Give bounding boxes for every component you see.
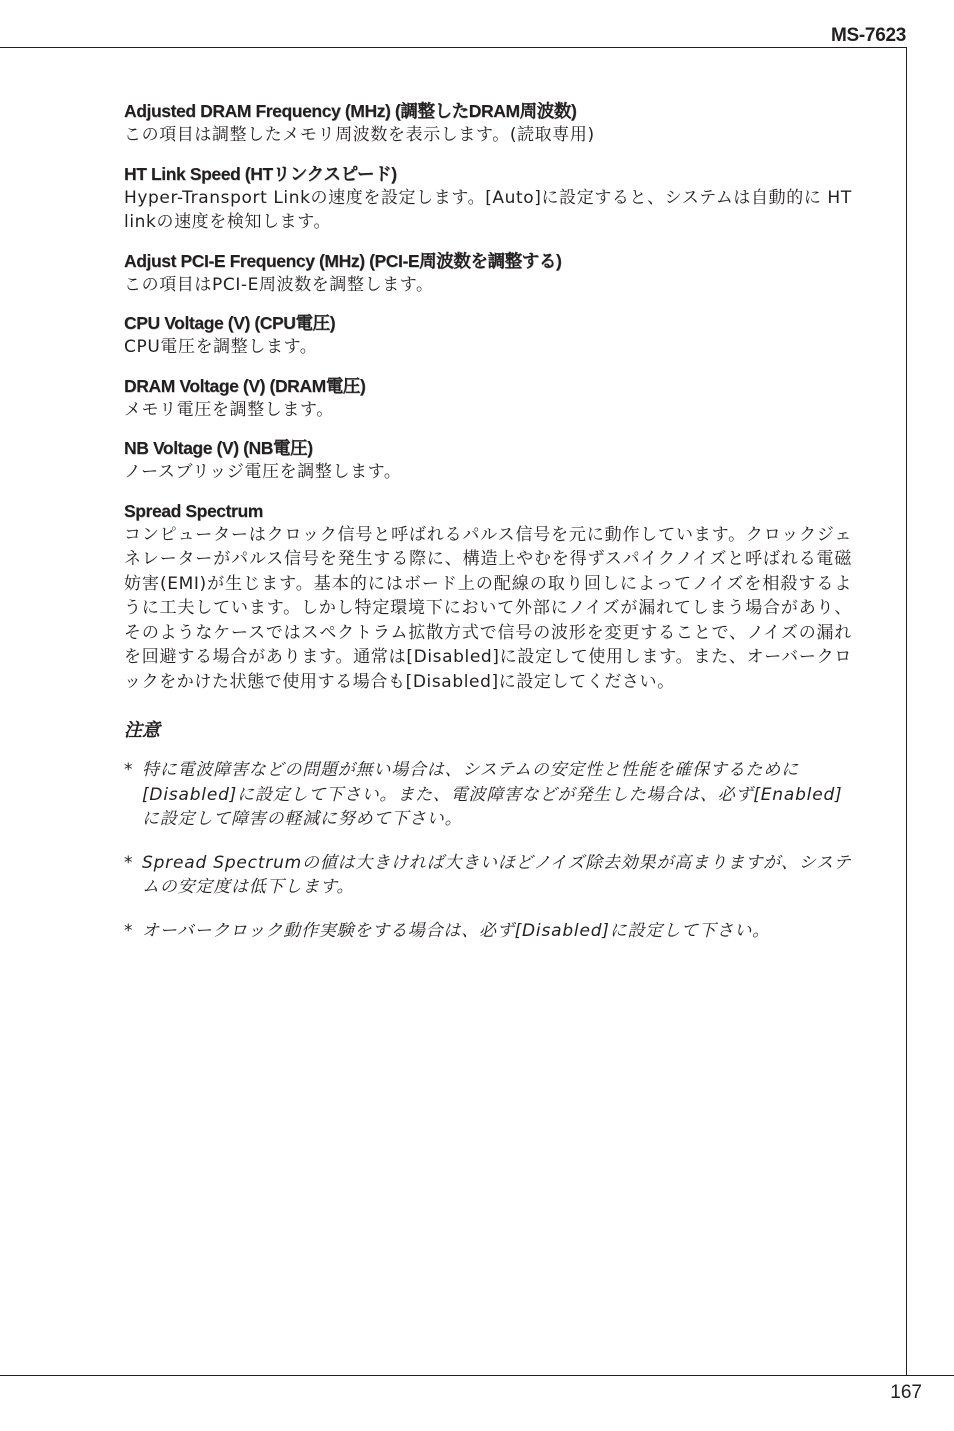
section-body: メモリ電圧を調整します。 [124,399,334,420]
section-title: Adjust PCI-E Frequency (MHz) (PCI-E周波数を調整する) [124,250,562,271]
note-heading: 注意 [124,720,160,741]
section-body: この項目は調整したメモリ周波数を表示します。(読取専用) [124,125,595,145]
section-cpu-voltage [124,312,852,360]
note-item [124,758,852,832]
bullet-marker: * [124,852,133,873]
section-body: ノースブリッジ電圧を調整します。 [124,462,402,482]
section-title: NB Voltage (V) (NB電圧) [124,438,313,458]
footer-rule [0,1375,954,1376]
bullet-marker: * [124,760,133,780]
section-body: この項目はPCI-E周波数を調整します。 [124,274,434,295]
section-body: Hyper-Transport Linkの速度を設定します。[Auto]に設定すると、システムは自動的に HT linkの速度を検知します。 [124,187,852,232]
note-text: 特に電波障害などの問題が無い場合は、システムの安定性と性能を確保するために[Disabled]に設定して下さい。また、電波障害などが発生した場合は、必ず[Enabled]に設定して障害の軽減に努めて下さい。 [142,760,843,829]
section-title: DRAM Voltage (V) (DRAM電圧) [124,375,366,396]
note-item [124,919,852,944]
section-body: コンピューターはクロック信号と呼ばれるパルス信号を元に動作しています。クロックジェネレーターがパルス信号を発生する際に、構造上やむを得ずスパイクノイズと呼ばれる電磁妨害(EMI)が生じます。基本的にはボード上の配線の取り回しによってノイズを相殺するように工夫しています。しかし特定環境下において外部にノイズが漏れてしまう場合があり、そのようなケースではスペクトラム拡散方式で信号の波形を変更することで、ノイズの漏れを回避する場合があります。通常は[Disabled]に設定して使用します。また、オーバークロックをかけた状態で使用する場合も[Disabled]に設定してください。 [124,524,852,692]
note-text: Spread Spectrumの値は大きければ大きいほどノイズ除去効果が高まりますが、システムの安定度は低下します。 [142,852,852,897]
header-rule [0,47,907,48]
section-title: HT Link Speed (HTリンクスピード) [124,163,397,184]
page-content [124,100,852,943]
section-ht-link-speed [124,163,852,235]
section-title: Adjusted DRAM Frequency (MHz) (調整したDRAM周波数) [124,101,577,121]
note-item [124,851,852,900]
section-dram-voltage [124,375,852,423]
section-body: CPU電圧を調整します。 [124,337,318,357]
section-spread-spectrum [124,500,852,695]
model-number: MS-7623 [831,25,906,46]
note-text: オーバークロック動作実験をする場合は、必ず[Disabled]に設定して下さい。 [142,920,770,941]
bullet-marker: * [124,920,133,941]
section-title: CPU Voltage (V) (CPU電圧) [124,313,336,333]
section-nb-voltage [124,437,852,485]
page-number: 167 [890,1382,922,1403]
section-adjusted-dram-frequency [124,100,852,148]
section-adjust-pcie-frequency [124,250,852,298]
section-title: Spread Spectrum [124,500,263,521]
right-margin-rule [906,47,907,1376]
